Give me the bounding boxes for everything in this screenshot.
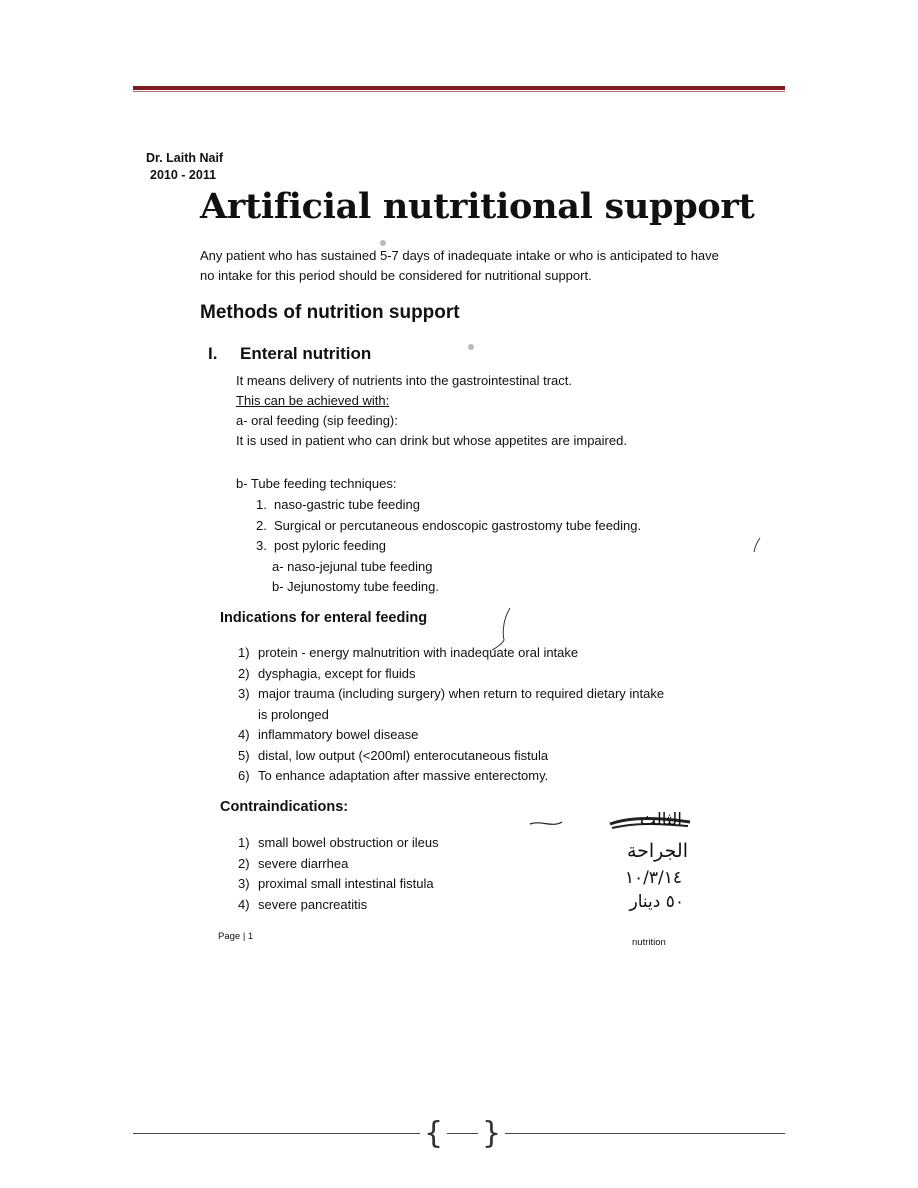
list-item: 3) proximal small intestinal fistula bbox=[238, 876, 434, 891]
list-item: 2) dysphagia, except for fluids bbox=[238, 665, 416, 681]
stamp-line: الجراحة bbox=[626, 840, 688, 862]
pen-mark-icon bbox=[752, 536, 762, 554]
enteral-body bbox=[236, 371, 627, 451]
list-item-continuation: is prolonged bbox=[258, 706, 329, 722]
handwritten-stamp bbox=[522, 810, 712, 920]
footer-page-number: Page | 1 bbox=[218, 931, 254, 942]
scan-speck bbox=[380, 240, 386, 246]
stamp-line: الثالث bbox=[639, 810, 682, 830]
stamp-line: ١٠/٣/١٤ bbox=[624, 868, 682, 888]
indications-heading: Indications for enteral feeding bbox=[220, 610, 428, 626]
scan-speck bbox=[468, 344, 474, 350]
list-item: 1) small bowel obstruction or ileus bbox=[238, 835, 439, 850]
document-title: Artificial nutritional support bbox=[200, 186, 755, 227]
list-item: 3) major trauma (including surgery) when return to required dietary intake bbox=[238, 686, 665, 701]
oral-feeding: a- oral feeding (sip feeding): bbox=[236, 413, 398, 428]
list-item: 4) severe pancreatitis bbox=[238, 896, 368, 912]
contraindications-heading: Contraindications: bbox=[220, 799, 349, 815]
list-item: 3. post pyloric feeding bbox=[256, 538, 387, 553]
footer-brace-left: { bbox=[420, 1116, 447, 1151]
bottom-rule bbox=[133, 1133, 785, 1134]
list-item: 4) inflammatory bowel disease bbox=[238, 727, 419, 742]
tube-list bbox=[256, 495, 641, 598]
list-item: 1) protein - energy malnutrition with inadequate oral intake bbox=[238, 645, 579, 660]
achieved-with: This can be achieved with: bbox=[236, 393, 390, 408]
list-item: 5) distal, low output (<200ml) enterocutaneous fistula bbox=[238, 747, 549, 763]
enteral-number: I. bbox=[208, 344, 218, 363]
indications-list bbox=[238, 643, 664, 787]
oral-description: It is used in patient who can drink but whose appetites are impaired. bbox=[236, 433, 627, 448]
enteral-title: Enteral nutrition bbox=[240, 344, 372, 363]
list-item: 2) severe diarrhea bbox=[238, 855, 349, 871]
pyloric-sub-item: b- Jejunostomy tube feeding. bbox=[272, 579, 439, 594]
methods-heading: Methods of nutrition support bbox=[200, 302, 460, 323]
list-item: 1. naso-gastric tube feeding bbox=[256, 497, 420, 512]
enteral-heading bbox=[208, 344, 371, 364]
pyloric-sub-item: a- naso-jejunal tube feeding bbox=[272, 558, 433, 574]
stamp-line: ٥٠ دينار bbox=[629, 892, 684, 912]
top-rule-thin bbox=[133, 91, 785, 92]
author-name: Dr. Laith Naif bbox=[146, 151, 224, 165]
footer-brace-right: } bbox=[478, 1116, 505, 1151]
academic-year: 2010 - 2011 bbox=[150, 168, 217, 182]
tube-heading: b- Tube feeding techniques: bbox=[236, 476, 397, 491]
author-block bbox=[146, 150, 223, 184]
top-rule bbox=[133, 86, 785, 90]
footer-label: nutrition bbox=[632, 937, 666, 948]
pen-mark-icon bbox=[490, 606, 514, 650]
list-item: 6) To enhance adaptation after massive enterectomy. bbox=[238, 768, 549, 783]
enteral-definition: It means delivery of nutrients into the gastrointestinal tract. bbox=[236, 373, 573, 388]
list-item: 2. Surgical or percutaneous endoscopic gastrostomy tube feeding. bbox=[256, 517, 642, 533]
intro-paragraph: Any patient who has sustained 5-7 days of inadequate intake or who is anticipated to have no intake for this period should be considered for nutritional support. bbox=[200, 248, 719, 283]
contraindications-list bbox=[238, 833, 439, 915]
